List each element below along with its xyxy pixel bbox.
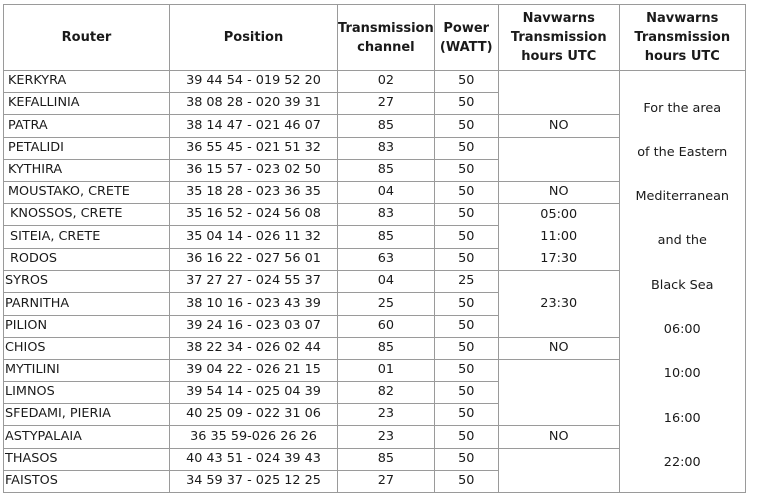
navwarns-hours-cell: NO bbox=[498, 115, 619, 137]
area-text-line: of the Eastern bbox=[637, 144, 728, 160]
power-cell: 50 bbox=[434, 470, 498, 492]
channel-cell: 85 bbox=[338, 448, 435, 470]
navwarns-hours-cell bbox=[498, 137, 619, 181]
power-cell: 50 bbox=[434, 137, 498, 159]
position-cell: 35 04 14 - 026 11 32 bbox=[170, 226, 338, 248]
navwarns-hours-cell: NO bbox=[498, 337, 619, 359]
channel-cell: 85 bbox=[338, 115, 435, 137]
position-cell: 39 24 16 - 023 03 07 bbox=[170, 315, 338, 337]
transmission-time: 11:00 bbox=[540, 229, 578, 245]
header-router: Router bbox=[4, 5, 170, 71]
position-cell: 36 55 45 - 021 51 32 bbox=[170, 137, 338, 159]
channel-cell: 27 bbox=[338, 470, 435, 492]
area-text-line: For the area bbox=[643, 100, 722, 116]
power-cell: 50 bbox=[434, 93, 498, 115]
area-time: 16:00 bbox=[663, 410, 701, 426]
area-text-line: Mediterranean bbox=[635, 189, 730, 205]
channel-cell: 27 bbox=[338, 93, 435, 115]
channel-cell: 02 bbox=[338, 71, 435, 93]
position-cell: 36 16 22 - 027 56 01 bbox=[170, 248, 338, 270]
position-cell: 39 54 14 - 025 04 39 bbox=[170, 382, 338, 404]
navwarns-hours-cell: NO bbox=[498, 181, 619, 203]
channel-cell: 01 bbox=[338, 359, 435, 381]
router-name: PARNITHA bbox=[4, 293, 170, 315]
power-cell: 25 bbox=[434, 271, 498, 293]
area-time: 06:00 bbox=[663, 322, 701, 338]
channel-cell: 63 bbox=[338, 248, 435, 270]
power-cell: 50 bbox=[434, 115, 498, 137]
power-cell: 50 bbox=[434, 448, 498, 470]
router-name: PATRA bbox=[4, 115, 170, 137]
power-cell: 50 bbox=[434, 337, 498, 359]
navwarns-table bbox=[3, 4, 746, 493]
channel-cell: 04 bbox=[338, 271, 435, 293]
transmission-time: 17:30 bbox=[540, 251, 578, 267]
channel-cell: 83 bbox=[338, 137, 435, 159]
position-cell: 38 08 28 - 020 39 31 bbox=[170, 93, 338, 115]
channel-cell: 25 bbox=[338, 293, 435, 315]
channel-cell: 04 bbox=[338, 181, 435, 203]
router-name: PETALIDI bbox=[4, 137, 170, 159]
power-cell: 50 bbox=[434, 71, 498, 93]
router-name: KERKYRA bbox=[4, 71, 170, 93]
position-cell: 36 15 57 - 023 02 50 bbox=[170, 159, 338, 181]
area-time: 22:00 bbox=[663, 455, 701, 471]
router-name: FAISTOS bbox=[4, 470, 170, 492]
position-cell: 34 59 37 - 025 12 25 bbox=[170, 470, 338, 492]
position-cell: 40 25 09 - 022 31 06 bbox=[170, 404, 338, 426]
router-name: KYTHIRA bbox=[4, 159, 170, 181]
router-name: CHIOS bbox=[4, 337, 170, 359]
position-cell: 39 44 54 - 019 52 20 bbox=[170, 71, 338, 93]
power-cell: 50 bbox=[434, 204, 498, 226]
router-name: THASOS bbox=[4, 448, 170, 470]
power-cell: 50 bbox=[434, 404, 498, 426]
header-position: Position bbox=[170, 5, 338, 71]
power-cell: 50 bbox=[434, 248, 498, 270]
area-hours-cell bbox=[619, 71, 745, 493]
transmission-time: 05:00 bbox=[540, 207, 578, 223]
channel-cell: 60 bbox=[338, 315, 435, 337]
router-name: KEFALLINIA bbox=[4, 93, 170, 115]
channel-cell: 85 bbox=[338, 159, 435, 181]
header-navwarns-hours-area: Navwarns Transmission hours UTC bbox=[619, 5, 745, 71]
area-time: 10:00 bbox=[663, 366, 701, 382]
channel-cell: 85 bbox=[338, 337, 435, 359]
router-name: ASTYPALAIA bbox=[4, 426, 170, 448]
header-power: Power (WATT) bbox=[434, 5, 498, 71]
channel-cell: 85 bbox=[338, 226, 435, 248]
router-name: LIMNOS bbox=[4, 382, 170, 404]
power-cell: 50 bbox=[434, 226, 498, 248]
position-cell: 35 18 28 - 023 36 35 bbox=[170, 181, 338, 203]
channel-cell: 23 bbox=[338, 426, 435, 448]
position-cell: 37 27 27 - 024 55 37 bbox=[170, 271, 338, 293]
header-row bbox=[4, 5, 746, 71]
power-cell: 50 bbox=[434, 181, 498, 203]
navwarns-hours-cell bbox=[498, 204, 619, 271]
router-name: PILION bbox=[4, 315, 170, 337]
position-cell: 38 22 34 - 026 02 44 bbox=[170, 337, 338, 359]
position-cell: 38 10 16 - 023 43 39 bbox=[170, 293, 338, 315]
router-name: SITEIA, CRETE bbox=[4, 226, 170, 248]
table-row bbox=[4, 71, 746, 93]
position-cell: 36 35 59-026 26 26 bbox=[170, 426, 338, 448]
position-cell: 35 16 52 - 024 56 08 bbox=[170, 204, 338, 226]
channel-cell: 23 bbox=[338, 404, 435, 426]
channel-cell: 83 bbox=[338, 204, 435, 226]
power-cell: 50 bbox=[434, 382, 498, 404]
position-cell: 39 04 22 - 026 21 15 bbox=[170, 359, 338, 381]
router-name: MYTILINI bbox=[4, 359, 170, 381]
area-text-line: Black Sea bbox=[650, 277, 714, 293]
navwarns-hours-cell: 23:30 bbox=[498, 271, 619, 338]
power-cell: 50 bbox=[434, 159, 498, 181]
header-navwarns-hours: Navwarns Transmission hours UTC bbox=[498, 5, 619, 71]
router-name: SYROS bbox=[4, 271, 170, 293]
power-cell: 50 bbox=[434, 315, 498, 337]
router-name: RODOS bbox=[4, 248, 170, 270]
navwarns-hours-cell bbox=[498, 448, 619, 492]
channel-cell: 82 bbox=[338, 382, 435, 404]
power-cell: 50 bbox=[434, 293, 498, 315]
position-cell: 38 14 47 - 021 46 07 bbox=[170, 115, 338, 137]
area-text-line: and the bbox=[657, 233, 707, 249]
position-cell: 40 43 51 - 024 39 43 bbox=[170, 448, 338, 470]
navwarns-hours-cell: NO bbox=[498, 426, 619, 448]
power-cell: 50 bbox=[434, 359, 498, 381]
navwarns-hours-cell bbox=[498, 71, 619, 115]
navwarns-hours-cell bbox=[498, 359, 619, 426]
power-cell: 50 bbox=[434, 426, 498, 448]
router-name: MOUSTAKO, CRETE bbox=[4, 181, 170, 203]
router-name: KNOSSOS, CRETE bbox=[4, 204, 170, 226]
router-name: SFEDAMI, PIERIA bbox=[4, 404, 170, 426]
header-channel: Transmission channel bbox=[338, 5, 435, 71]
